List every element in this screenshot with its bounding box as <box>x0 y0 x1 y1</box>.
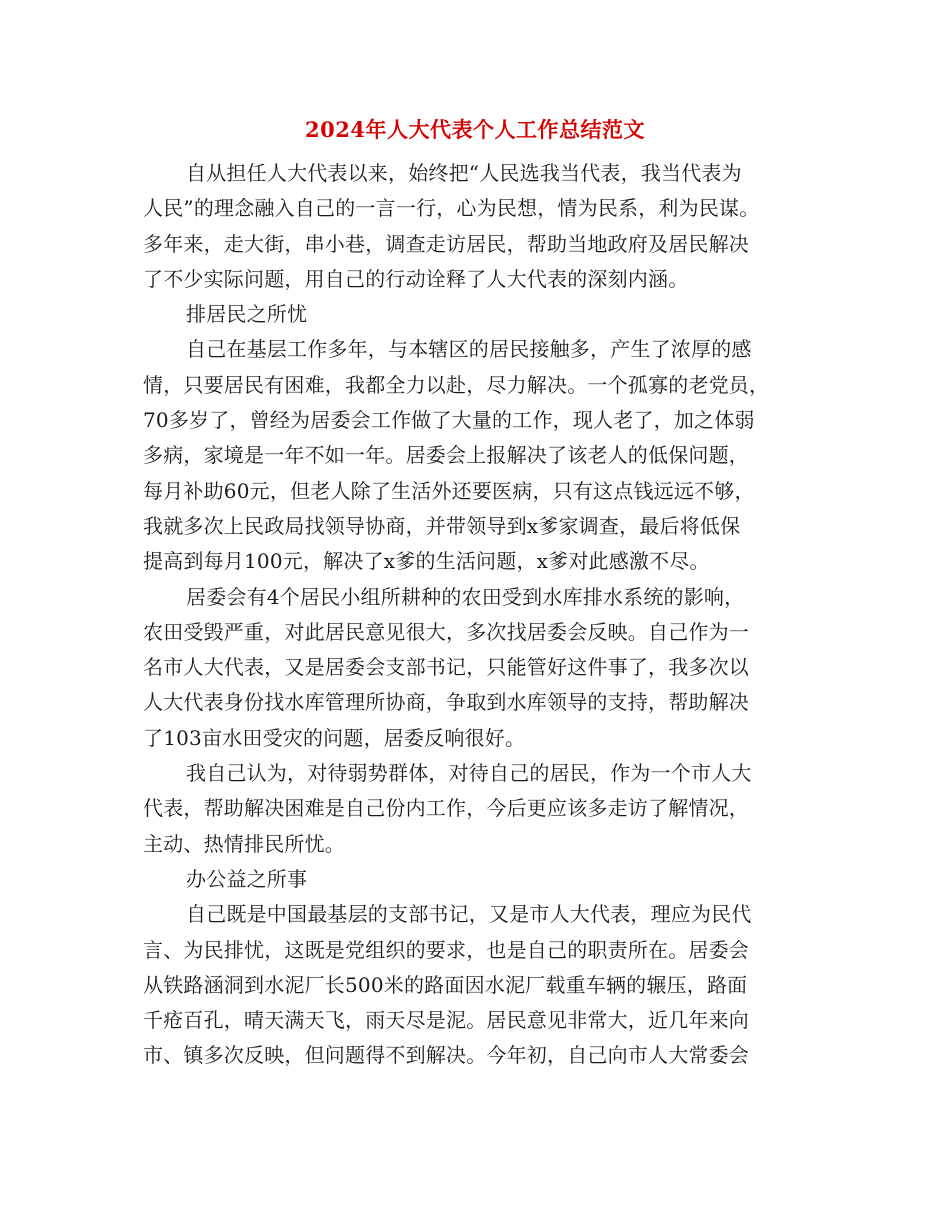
paragraph-line: 了103亩水田受灾的问题，居委反响很好。 <box>143 725 526 750</box>
paragraph-line: 提高到每月100元，解决了x爹的生活问题，x爹对此感激不尽。 <box>143 549 710 574</box>
paragraph-line: 千疮百孔，晴天满天飞，雨天尽是泥。居民意见非常大，近几年来向 <box>143 1008 749 1033</box>
paragraph-line: 多年来，走大街，串小巷，调查走访居民，帮助当地政府及居民解决 <box>143 231 749 256</box>
paragraph-line: 人大代表身份找水库管理所协商，争取到水库领导的支持，帮助解决 <box>143 690 749 715</box>
paragraph-line: 主动、热情排民所忧。 <box>143 831 345 856</box>
paragraph-line: 我就多次上民政局找领导协商，并带领导到x爹家调查，最后将低保 <box>143 513 741 538</box>
paragraph-line: 情，只要居民有困难，我都全力以赴，尽力解决。一个孤寡的老党员， <box>143 372 770 397</box>
paragraph-line: 人民”的理念融入自己的一言一行，心为民想，情为民系，利为民谋。 <box>143 196 760 221</box>
paragraph-line: 农田受毁严重，对此居民意见很大，多次找居委会反映。自己作为一 <box>143 619 749 644</box>
paragraph-first-line: 自从担任人大代表以来，始终把“人民选我当代表，我当代表为 <box>186 161 742 185</box>
paragraph-line: 言、为民排忧，这既是党组织的要求，也是自己的职责所在。居委会 <box>143 937 749 962</box>
paragraph-line: 70多岁了，曾经为居委会工作做了大量的工作，现人老了，加之体弱 <box>143 408 755 433</box>
paragraph-first-line: 自己在基层工作多年，与本辖区的居民接触多，产生了浓厚的感 <box>186 337 752 362</box>
paragraph-line: 了不少实际问题，用自己的行动诠释了人大代表的深刻内涵。 <box>143 266 689 291</box>
paragraph-line: 名市人大代表，又是居委会支部书记，只能管好这件事了，我多次以 <box>143 655 749 680</box>
paragraph-line: 每月补助60元，但老人除了生活外还要医病，只有这点钱远远不够， <box>143 478 755 503</box>
paragraph-line: 市、镇多次反映，但问题得不到解决。今年初，自己向市人大常委会 <box>143 1043 749 1068</box>
paragraph-first-line: 自己既是中国最基层的支部书记，又是市人大代表，理应为民代 <box>186 902 752 927</box>
document-body <box>143 156 813 1074</box>
paragraph-first-line: 我自己认为，对待弱势群体，对待自己的居民，作为一个市人大 <box>186 761 752 786</box>
document-title: 2024年人大代表个人工作总结范文 <box>305 117 645 142</box>
paragraph-first-line: 居委会有4个居民小组所耕种的农田受到水库排水系统的影响， <box>186 584 745 609</box>
paragraph-first-line: 办公益之所事 <box>186 866 308 891</box>
paragraph-line: 代表，帮助解决困难是自己份内工作，今后更应该多走访了解情况， <box>143 796 749 821</box>
paragraph-line: 从铁路涵洞到水泥厂长500米的路面因水泥厂载重车辆的辗压，路面 <box>143 972 748 997</box>
paragraph-line: 多病，家境是一年不如一年。居委会上报解决了该老人的低保问题， <box>143 443 749 468</box>
paragraph-first-line: 排居民之所忧 <box>186 302 308 327</box>
